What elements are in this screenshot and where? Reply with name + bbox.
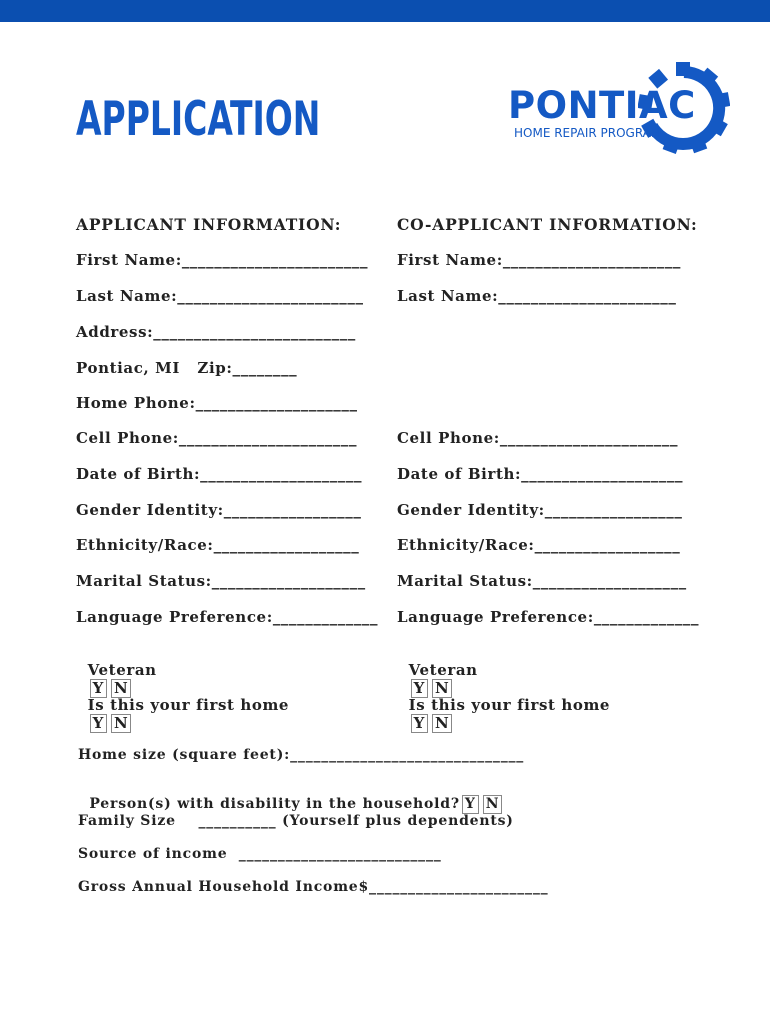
applicant-dob-field[interactable]: Date of Birth:____________________ <box>76 465 363 483</box>
coapplicant-first-name-field[interactable]: First Name:______________________ <box>397 251 682 269</box>
coapplicant-marital-field[interactable]: Marital Status:___________________ <box>397 572 687 590</box>
applicant-first-home-row <box>76 678 289 733</box>
applicant-veteran-yes-checkbox[interactable]: Y <box>90 679 107 698</box>
applicant-heading: APPLICANT INFORMATION: <box>76 215 342 234</box>
applicant-cell-phone-field[interactable]: Cell Phone:______________________ <box>76 429 358 447</box>
coapplicant-first-home-row <box>397 678 610 733</box>
applicant-address-field[interactable]: Address:_________________________ <box>76 323 356 341</box>
coapplicant-dob-field[interactable]: Date of Birth:____________________ <box>397 465 684 483</box>
family-size-field[interactable]: Family Size __________ (Yourself plus dependents) <box>78 813 514 829</box>
disability-label: Person(s) with disability in the household? <box>89 796 460 812</box>
coapplicant-first-home-yes-checkbox[interactable]: Y <box>411 714 428 733</box>
applicant-veteran-no-checkbox[interactable]: N <box>111 679 131 698</box>
applicant-language-field[interactable]: Language Preference:_____________ <box>76 608 379 626</box>
disability-yes-checkbox[interactable]: Y <box>462 795 479 814</box>
coapplicant-veteran-no-checkbox[interactable]: N <box>432 679 452 698</box>
income-source-field[interactable]: Source of income __________________________ <box>78 846 442 862</box>
coapplicant-heading: CO-APPLICANT INFORMATION: <box>397 215 698 234</box>
applicant-veteran-label: Veteran <box>87 661 157 679</box>
top-color-bar <box>0 0 770 22</box>
coapplicant-cell-phone-field[interactable]: Cell Phone:______________________ <box>397 429 679 447</box>
logo-wordmark: PONTIAC <box>508 84 696 127</box>
coapplicant-gender-field[interactable]: Gender Identity:_________________ <box>397 501 683 519</box>
coapplicant-first-home-label: Is this your first home <box>408 696 611 714</box>
gross-income-field[interactable]: Gross Annual Household Income$_______________________ <box>78 879 549 895</box>
coapplicant-first-home-no-checkbox[interactable]: N <box>432 714 452 733</box>
pontiac-logo <box>508 60 728 156</box>
applicant-home-phone-field[interactable]: Home Phone:____________________ <box>76 394 358 412</box>
coapplicant-language-field[interactable]: Language Preference:_____________ <box>397 608 700 626</box>
applicant-gender-field[interactable]: Gender Identity:_________________ <box>76 501 362 519</box>
coapplicant-last-name-field[interactable]: Last Name:______________________ <box>397 287 677 305</box>
applicant-zip-field[interactable]: Pontiac, MI Zip:________ <box>76 359 298 377</box>
applicant-marital-field[interactable]: Marital Status:___________________ <box>76 572 366 590</box>
applicant-first-home-no-checkbox[interactable]: N <box>111 714 131 733</box>
coapplicant-veteran-yes-checkbox[interactable]: Y <box>411 679 428 698</box>
disability-row <box>78 779 504 814</box>
coapplicant-veteran-label: Veteran <box>408 661 478 679</box>
applicant-ethnicity-field[interactable]: Ethnicity/Race:__________________ <box>76 536 360 554</box>
applicant-first-name-field[interactable]: First Name:_______________________ <box>76 251 369 269</box>
applicant-first-home-label: Is this your first home <box>87 696 290 714</box>
applicant-last-name-field[interactable]: Last Name:_______________________ <box>76 287 364 305</box>
logo-tagline: HOME REPAIR PROGRAM <box>514 126 662 140</box>
disability-no-checkbox[interactable]: N <box>483 795 503 814</box>
home-size-field[interactable]: Home size (square feet):______________________________ <box>78 747 525 763</box>
page-title: APPLICATION <box>76 92 321 147</box>
coapplicant-ethnicity-field[interactable]: Ethnicity/Race:__________________ <box>397 536 681 554</box>
applicant-first-home-yes-checkbox[interactable]: Y <box>90 714 107 733</box>
